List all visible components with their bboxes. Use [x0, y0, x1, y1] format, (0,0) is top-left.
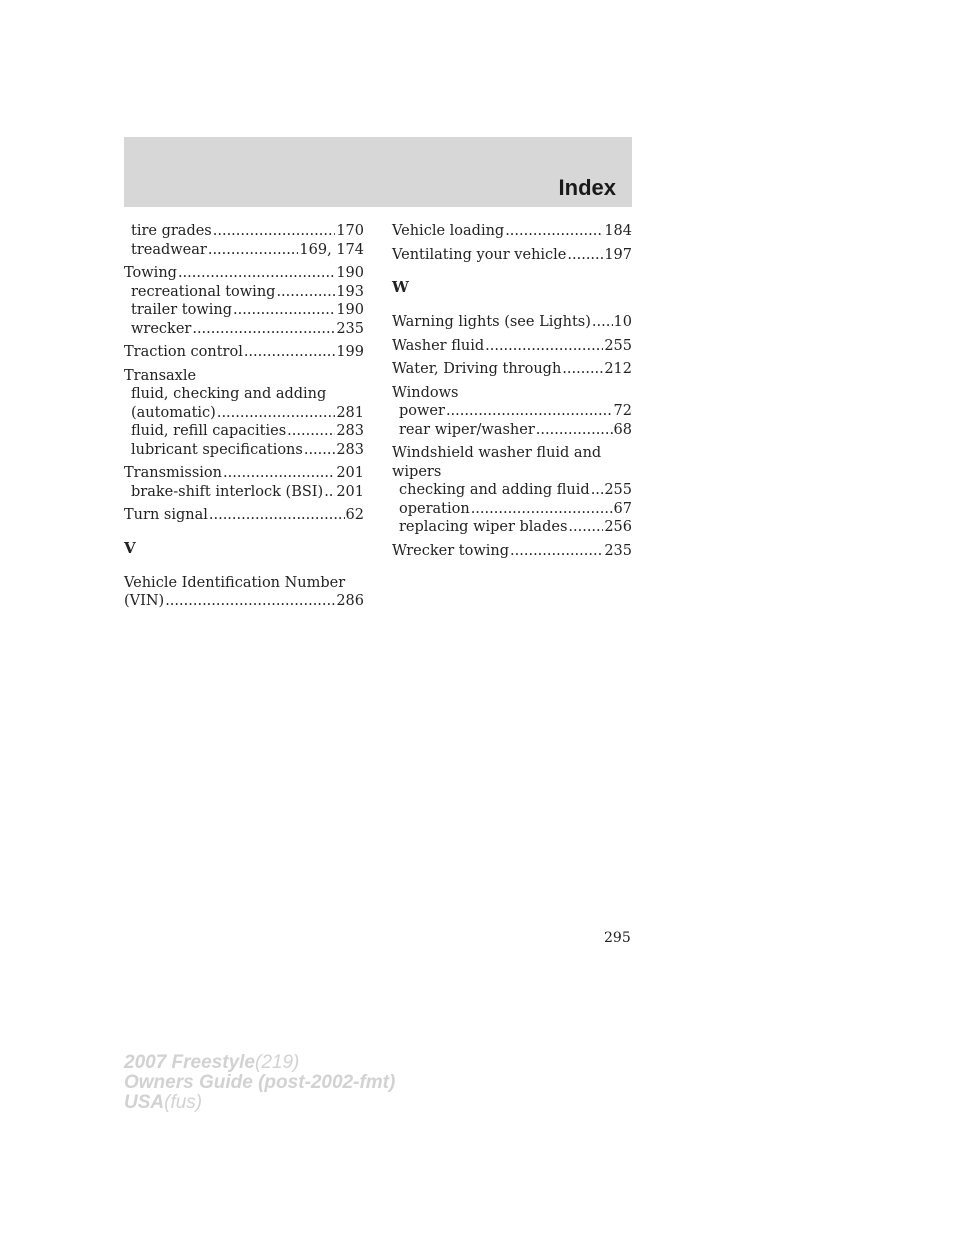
- index-subentry-line: [124, 301, 364, 320]
- index-entry: [392, 337, 632, 356]
- dot-leader: [223, 464, 335, 483]
- entry-label: checking and adding fluid: [399, 482, 590, 498]
- footer-line-1: [124, 1053, 395, 1073]
- index-entry-line: [124, 506, 364, 525]
- entry-page-ref: 199: [336, 344, 364, 360]
- index-subentry-line: [124, 385, 364, 404]
- index-entry-line: [392, 222, 632, 241]
- index-entry-line: [124, 574, 364, 593]
- dot-leader: [536, 421, 613, 440]
- index-entry-line: [392, 463, 632, 482]
- index-subentry-line: [392, 518, 632, 537]
- entry-label: operation: [399, 500, 470, 517]
- entry-page-ref: 193: [336, 283, 364, 300]
- index-entry: [124, 367, 364, 460]
- dot-leader: [209, 506, 345, 525]
- entry-label: Ventilating your vehicle: [392, 246, 567, 263]
- index-entry-line: [124, 464, 364, 483]
- index-subentry-line: [392, 421, 632, 440]
- dot-leader: [591, 481, 604, 500]
- entry-page-ref: 169, 174: [299, 241, 364, 258]
- footer-line-3: [124, 1093, 395, 1113]
- footer-market-code: (fus): [164, 1092, 203, 1113]
- index-subentry-line: [124, 320, 364, 339]
- index-entry: [392, 542, 632, 561]
- index-subentry-line: [392, 402, 632, 421]
- entry-page-ref: 281: [336, 404, 364, 421]
- entry-label: lubricant specifications: [131, 441, 303, 458]
- entry-page-ref: 190: [336, 265, 364, 281]
- entry-page-ref: 235: [604, 542, 632, 559]
- page-number: 295: [604, 930, 631, 946]
- entry-page-ref: 190: [336, 302, 364, 318]
- entry-label: brake-shift interlock (BSI): [131, 483, 324, 500]
- index-entry: [124, 264, 364, 338]
- index-entry: [124, 464, 364, 501]
- index-entry-line: [392, 313, 632, 332]
- entry-label: power: [399, 403, 445, 419]
- dot-leader: [276, 283, 335, 302]
- entry-label: Wrecker towing: [392, 542, 510, 559]
- entry-label: Transaxle: [124, 367, 197, 384]
- entry-label: (automatic): [131, 404, 216, 421]
- entry-label: Water, Driving through: [392, 361, 562, 377]
- entry-page-ref: 201: [336, 483, 364, 500]
- entry-label: Vehicle loading: [392, 223, 505, 239]
- index-subentry-line: [124, 222, 364, 241]
- footer-model-code: (219): [255, 1052, 300, 1073]
- entry-label: fluid, refill capacities: [131, 423, 287, 439]
- index-column-left: [124, 222, 364, 616]
- index-entry-line: [392, 542, 632, 561]
- dot-leader: [485, 337, 603, 356]
- section-letter: W: [392, 278, 409, 296]
- header-band: [124, 137, 632, 207]
- footer-market: USA: [124, 1092, 165, 1113]
- index-entry: [392, 444, 632, 537]
- dot-leader: [165, 592, 335, 611]
- footer-line-2: [124, 1073, 395, 1093]
- index-entry: [392, 360, 632, 379]
- entry-label: wipers: [392, 463, 442, 480]
- dot-leader: [446, 402, 613, 421]
- dot-leader: [213, 222, 336, 241]
- dot-leader: [304, 441, 335, 460]
- section-letter: V: [124, 538, 136, 557]
- index-entry: [392, 313, 632, 332]
- footer: [124, 1053, 395, 1113]
- dot-leader: [505, 222, 603, 241]
- entry-page-ref: 72: [613, 403, 632, 419]
- index-entry: [392, 384, 632, 440]
- page-title: Index: [558, 175, 616, 200]
- dot-leader: [471, 500, 613, 519]
- footer-model: 2007 Freestyle: [124, 1052, 255, 1073]
- entry-page-ref: 62: [345, 507, 364, 523]
- entry-page-ref: 170: [336, 223, 364, 239]
- dot-leader: [208, 241, 299, 260]
- index-entry: [124, 574, 364, 611]
- entry-label: trailer towing: [131, 302, 233, 318]
- index-subentry-line: [124, 422, 364, 441]
- entry-label: Washer fluid: [392, 337, 485, 354]
- index-entry-line: [392, 337, 632, 356]
- index-entry-line: [392, 360, 632, 379]
- index-subentry-line: [124, 483, 364, 502]
- entry-label: treadwear: [131, 241, 207, 258]
- index-subentry-line: [392, 481, 632, 500]
- entry-page-ref: 67: [613, 500, 632, 517]
- index-entry-line: [124, 367, 364, 386]
- entry-label: Turn signal: [124, 507, 208, 523]
- index-entry: [124, 343, 364, 362]
- entry-page-ref: 10: [613, 314, 632, 330]
- dot-leader: [567, 246, 603, 265]
- dot-leader: [324, 483, 335, 502]
- index-entry-line: [124, 264, 364, 283]
- dot-leader: [217, 404, 335, 423]
- entry-page-ref: 283: [336, 423, 364, 439]
- entry-page-ref: 235: [336, 320, 364, 337]
- dot-leader: [568, 518, 603, 537]
- dot-leader: [592, 313, 613, 332]
- dot-leader: [562, 360, 603, 379]
- index-entry: [124, 222, 364, 259]
- entry-page-ref: 283: [336, 441, 364, 458]
- entry-page-ref: 212: [604, 361, 632, 377]
- entry-label: rear wiper/washer: [399, 421, 535, 438]
- index-entry: [392, 246, 632, 265]
- index-entry-line: [392, 444, 632, 463]
- entry-label: Warning lights (see Lights): [392, 314, 591, 330]
- entry-label: Towing: [124, 265, 177, 281]
- index-subentry-line: [124, 283, 364, 302]
- entry-label: Vehicle Identification Number: [124, 574, 346, 591]
- footer-guide: Owners Guide (post-2002-fmt): [124, 1072, 396, 1093]
- entry-label: Windows: [392, 384, 459, 401]
- entry-label: replacing wiper blades: [399, 519, 568, 535]
- entry-page-ref: 197: [604, 246, 632, 263]
- index-entry-line: [392, 384, 632, 403]
- entry-page-ref: 256: [604, 519, 632, 535]
- dot-leader: [244, 343, 335, 362]
- entry-label: (VIN): [124, 593, 165, 609]
- entry-page-ref: 255: [604, 482, 632, 498]
- index-column-right: [392, 222, 632, 565]
- index-entry-line: [124, 343, 364, 362]
- dot-leader: [192, 320, 335, 339]
- entry-page-ref: 255: [604, 337, 632, 354]
- dot-leader: [178, 264, 335, 283]
- index-subentry-line: [392, 500, 632, 519]
- dot-leader: [510, 542, 603, 561]
- index-subentry-line: [124, 441, 364, 460]
- dot-leader: [287, 422, 335, 441]
- index-subentry-line: [124, 404, 364, 423]
- dot-leader: [233, 301, 335, 320]
- entry-label: fluid, checking and adding: [131, 386, 327, 402]
- entry-page-ref: 201: [336, 465, 364, 481]
- entry-label: tire grades: [131, 223, 212, 239]
- entry-label: Windshield washer fluid and: [392, 445, 602, 461]
- index-subentry-line: [124, 241, 364, 260]
- entry-label: Transmission: [124, 465, 223, 481]
- entry-label: recreational towing: [131, 283, 276, 300]
- entry-label: Traction control: [124, 344, 243, 360]
- entry-page-ref: 68: [613, 421, 632, 438]
- entry-label: wrecker: [131, 320, 192, 337]
- index-entry-line: [392, 246, 632, 265]
- entry-page-ref: 286: [336, 593, 364, 609]
- index-entry-line: [124, 592, 364, 611]
- entry-page-ref: 184: [604, 223, 632, 239]
- index-entry: [124, 506, 364, 525]
- index-entry: [392, 222, 632, 241]
